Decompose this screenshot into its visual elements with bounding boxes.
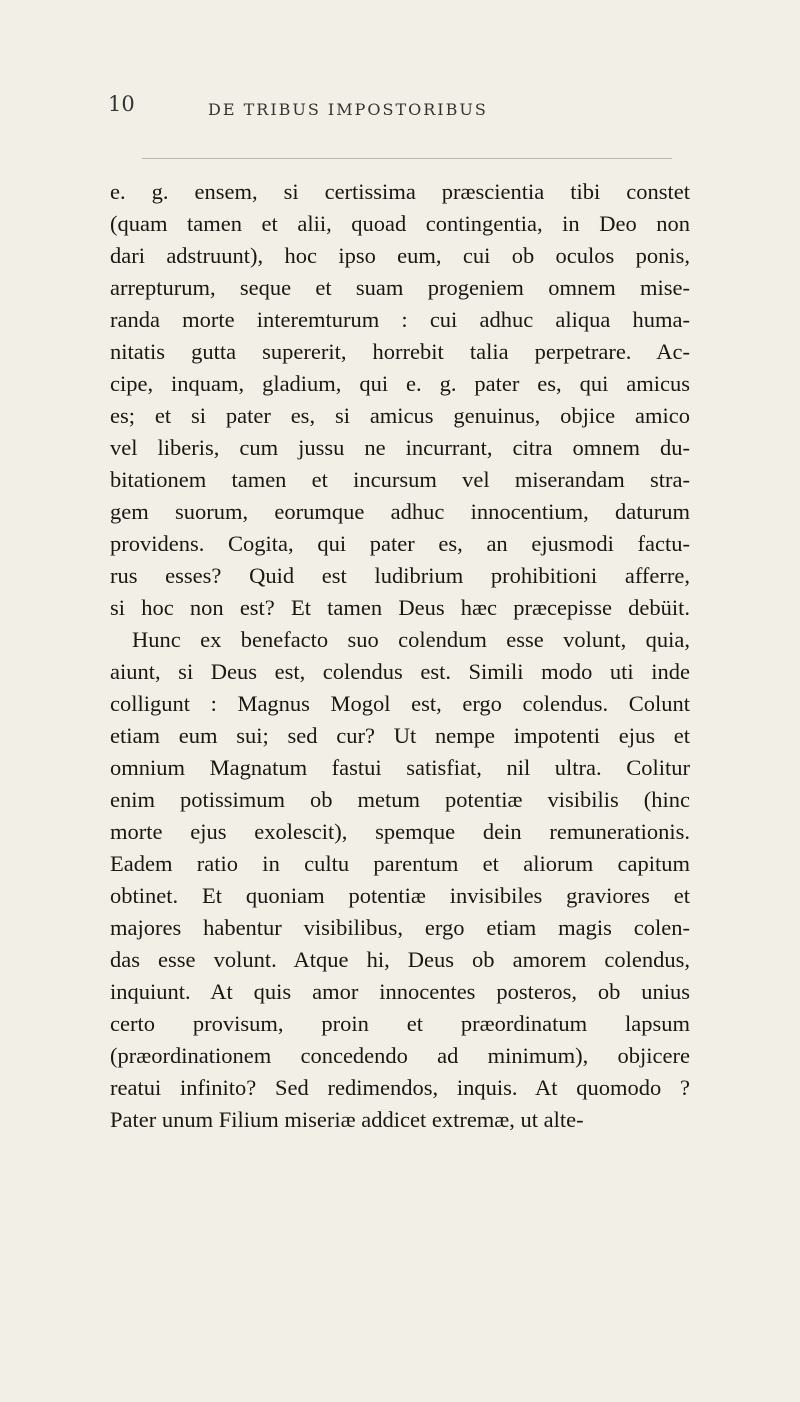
text-line: Hunc ex benefacto suo colendum esse volunt, quia, [132,627,690,652]
text-line: Eadem ratio in cultu parentum et aliorum capitum [110,851,690,876]
text-line: Pater unum Filium miseriæ addicet extremæ, ut alte- [110,1107,584,1132]
text-line: gem suorum, eorumque adhuc innocentium, daturum [110,499,690,524]
text-line: es; et si pater es, si amicus genuinus, objice amico [110,403,690,428]
text-line: randa morte interemturum : cui adhuc aliqua huma- [110,307,690,332]
text-line: inquiunt. At quis amor innocentes posteros, ob unius [110,979,690,1004]
text-line: aiunt, si Deus est, colendus est. Simili modo uti inde [110,659,690,684]
text-line: reatui infinito? Sed redimendos, inquis. At quomodo ? [110,1075,690,1100]
text-line: arrepturum, seque et suam progeniem omnem mise- [110,275,690,300]
text-line: morte ejus exolescit), spemque dein remunerationis. [110,819,690,844]
body-text [110,176,690,1136]
text-line: omnium Magnatum fastui satisfiat, nil ultra. Colitur [110,755,690,780]
text-line: cipe, inquam, gladium, qui e. g. pater es, qui amicus [110,371,690,396]
text-line: dari adstruunt), hoc ipso eum, cui ob oculos ponis, [110,243,690,268]
text-line: certo provisum, proin et præordinatum lapsum [110,1011,690,1036]
page-number: 10 [108,92,135,116]
text-line: bitationem tamen et incursum vel miserandam stra- [110,467,690,492]
page-header [108,92,638,128]
header-rule [142,158,672,159]
text-line: nitatis gutta supererit, horrebit talia perpetrare. Ac- [110,339,690,364]
text-line: colligunt : Magnus Mogol est, ergo colendus. Colunt [110,691,690,716]
text-line: vel liberis, cum jussu ne incurrant, citra omnem du- [110,435,690,460]
text-line: providens. Cogita, qui pater es, an ejusmodi factu- [110,531,690,556]
text-line: enim potissimum ob metum potentiæ visibilis (hinc [110,787,690,812]
text-line: si hoc non est? Et tamen Deus hæc præcepisse debüit. [110,595,690,620]
text-line: majores habentur visibilibus, ergo etiam magis colen- [110,915,690,940]
text-line: etiam eum sui; sed cur? Ut nempe impotenti ejus et [110,723,690,748]
text-line: das esse volunt. Atque hi, Deus ob amorem colendus, [110,947,690,972]
text-line: obtinet. Et quoniam potentiæ invisibiles graviores et [110,883,690,908]
text-line: (præordinationem concedendo ad minimum), objicere [110,1043,690,1068]
text-line: e. g. ensem, si certissima præscientia tibi constet [110,179,690,204]
running-title: DE TRIBUS IMPOSTORIBUS [208,100,488,119]
text-line: rus esses? Quid est ludibrium prohibitioni afferre, [110,563,690,588]
text-line: (quam tamen et alii, quoad contingentia, in Deo non [110,211,690,236]
